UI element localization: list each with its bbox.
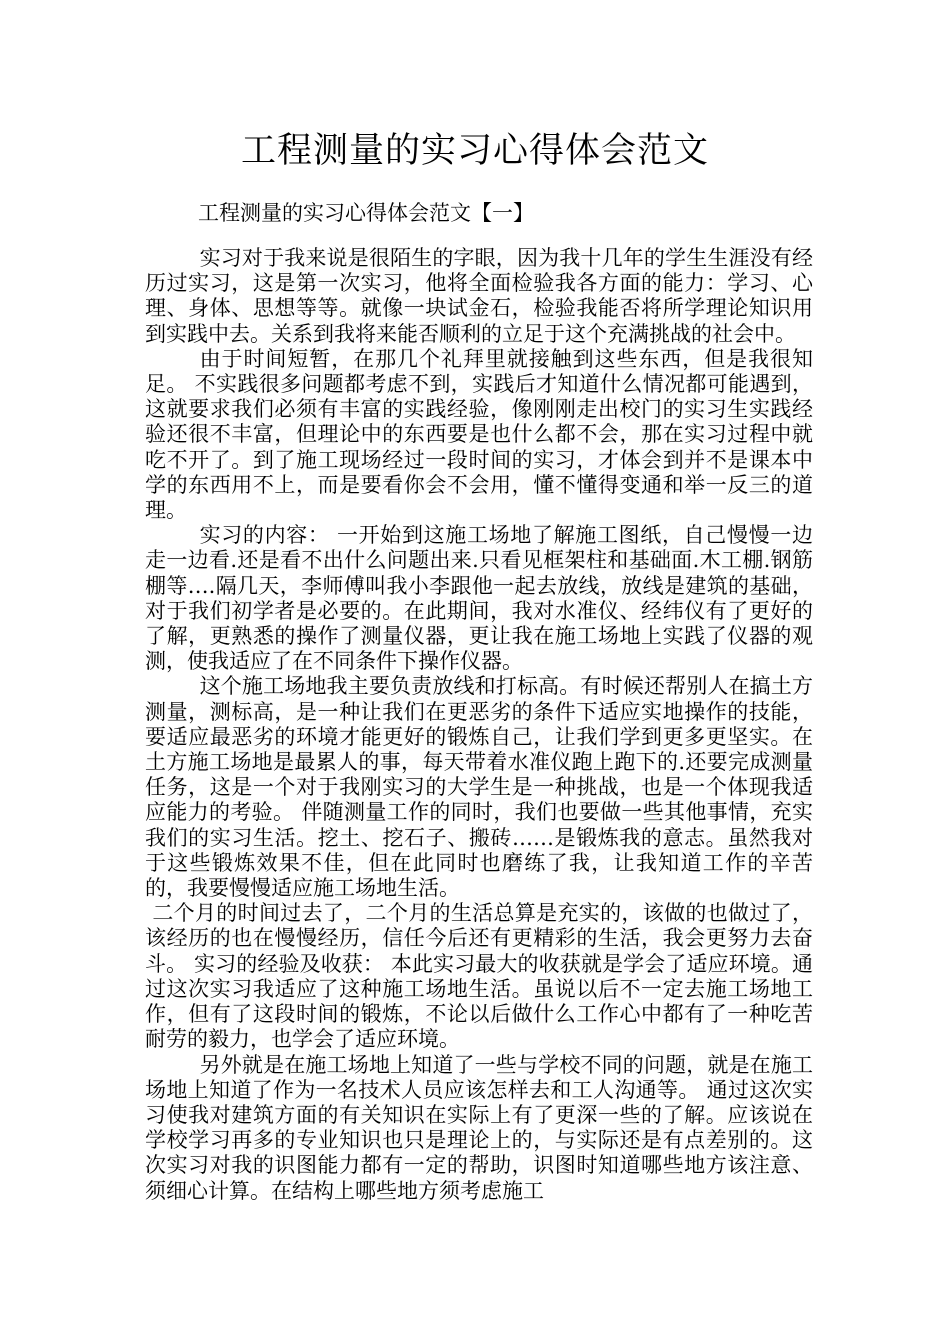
paragraph: 由于时间短暂，在那几个礼拜里就接触到这些东西，但是我很知足。 不实践很多问题都考虑不到，实践后才知道什么情况都可能遇到，这就要求我们必须有丰富的实践经验，像刚刚走出校门的实习生实践经验还很不丰富，但理论中的东西要是也什么都不会，那在实习过程中就吃不开了。到了施工现场经过一段时间的实习，才体会到并不是课本中学的东西用不上，而是要看你会不会用，懂不懂得变通和举一反三的道理。 — [145, 346, 813, 523]
paragraph: 二个月的时间过去了，二个月的生活总算是充实的，该做的也做过了，该经历的也在慢慢经历，信任今后还有更精彩的生活，我会更努力去奋斗。 实习的经验及收获： 本此实习最大的收获就是学会了适应环境。通过这次实习我适应了这种施工场地生活。虽说以后不一定去施工场地工作，但有了这段时间的锻炼，不论以后做什么工作心中都有了一种吃苦耐劳的毅力，也学会了适应环境。 — [145, 901, 813, 1052]
paragraph: 实习的内容： 一开始到这施工场地了解施工图纸，自己慢慢一边走一边看.还是看不出什么问题出来.只看见框架柱和基础面.木工棚.钢筋棚等….隔几天，李师傅叫我小李跟他一起去放线，放线是建筑的基础，对于我们初学者是必要的。在此期间，我对水准仪、经纬仪有了更好的了解，更熟悉的操作了测量仪器，更让我在施工场地上实践了仪器的观测，使我适应了在不同条件下操作仪器。 — [145, 523, 813, 674]
document-body — [145, 246, 813, 1204]
document-subtitle: 工程测量的实习心得体会范文【一】 — [198, 201, 534, 225]
paragraph: 这个施工场地我主要负责放线和打标高。有时候还帮别人在搞土方测量，测标高，是一种让我们在更恶劣的条件下适应实地操作的技能，要适应最恶劣的环境才能更好的锻炼自己，让我们学到更多更坚实。在土方施工场地是最累人的事，每天带着水准仪跑上跑下的.还要完成测量任务，这是一个对于我刚实习的大学生是一种挑战，也是一个体现我适应能力的考验。 伴随测量工作的同时，我们也要做一些其他事情，充实我们的实习生活。挖土、挖石子、搬砖……是锻炼我的意志。虽然我对于这些锻炼效果不佳，但在此同时也磨练了我，让我知道工作的辛苦的，我要慢慢适应施工场地生活。 — [145, 674, 813, 901]
document-title: 工程测量的实习心得体会范文 — [240, 131, 709, 171]
paragraph: 实习对于我来说是很陌生的字眼，因为我十几年的学生生涯没有经历过实习，这是第一次实习，他将全面检验我各方面的能力：学习、心理、身体、思想等等。就像一块试金石，检验我能否将所学理论知识用到实践中去。关系到我将来能否顺利的立足于这个充满挑战的社会中。 — [145, 246, 813, 346]
paragraph: 另外就是在施工场地上知道了一些与学校不同的问题，就是在施工场地上知道了作为一名技术人员应该怎样去和工人沟通等。 通过这次实习使我对建筑方面的有关知识在实际上有了更深一些的了解。应该说在学校学习再多的专业知识也只是理论上的，与实际还是有点差别的。这次实习对我的识图能力都有一定的帮助，识图时知道哪些地方该注意、须细心计算。在结构上哪些地方须考虑施工 — [145, 1052, 813, 1203]
